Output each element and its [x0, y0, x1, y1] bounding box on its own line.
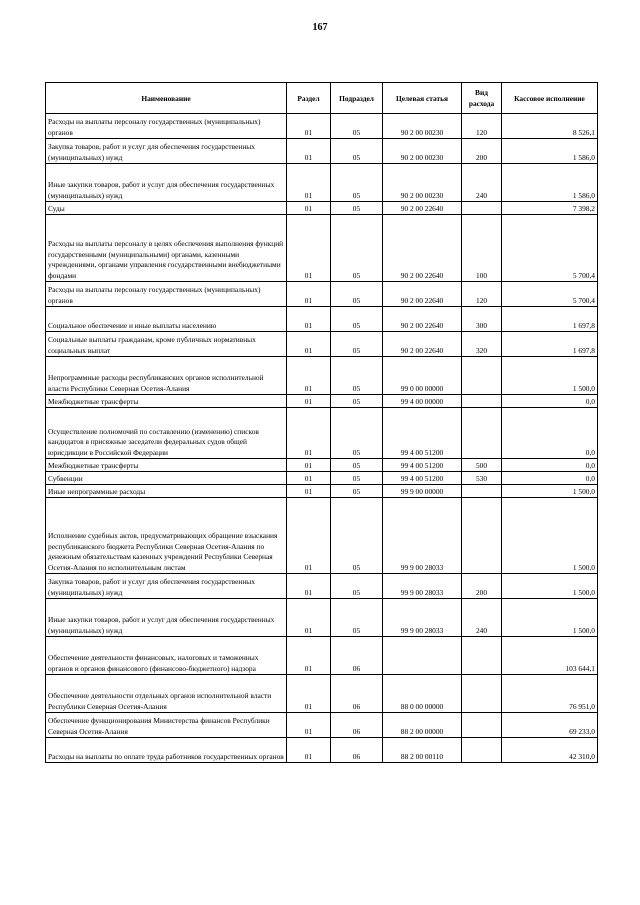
row-amount: 8 526,1	[502, 114, 598, 139]
table-row	[46, 164, 598, 202]
row-subsection: 05	[331, 357, 383, 395]
table-row	[46, 215, 598, 282]
row-subsection: 06	[331, 738, 383, 763]
table-row	[46, 485, 598, 498]
row-target: 90 2 00 00230	[383, 164, 462, 202]
row-section: 01	[287, 357, 331, 395]
row-amount: 1 697,8	[502, 332, 598, 357]
row-amount: 42 310,0	[502, 738, 598, 763]
table-row	[46, 357, 598, 395]
row-amount: 1 586,0	[502, 139, 598, 164]
row-target: 99 9 00 00000	[383, 485, 462, 498]
row-subsection: 05	[331, 307, 383, 332]
row-target: 88 0 00 00000	[383, 675, 462, 713]
row-amount: 0,0	[502, 395, 598, 408]
row-target: 90 2 00 00230	[383, 114, 462, 139]
table-body	[46, 114, 598, 763]
row-name: Иные закупки товаров, работ и услуг для обеспечения государственных (муниципальных) нужд	[46, 599, 287, 637]
row-name: Иные непрограммные расходы	[46, 485, 287, 498]
row-target: 99 0 00 00000	[383, 357, 462, 395]
row-amount: 76 951,0	[502, 675, 598, 713]
row-subsection: 05	[331, 459, 383, 472]
row-target: 90 2 00 22640	[383, 282, 462, 307]
table-row	[46, 498, 598, 574]
row-amount: 1 500,0	[502, 485, 598, 498]
row-name: Расходы на выплаты персоналу государственных (муниципальных) органов	[46, 282, 287, 307]
row-name: Непрограммные расходы республиканских органов исполнительной власти Республики Северная Осетия-Алания	[46, 357, 287, 395]
row-name: Обеспечение деятельности финансовых, налоговых и таможенных органов и органов финансового (финансово-бюджетного) надзора	[46, 637, 287, 675]
row-name: Суды	[46, 202, 287, 215]
row-section: 01	[287, 459, 331, 472]
budget-table	[45, 82, 598, 763]
row-subsection: 06	[331, 675, 383, 713]
row-subsection: 05	[331, 215, 383, 282]
row-target: 99 4 00 00000	[383, 395, 462, 408]
row-section: 01	[287, 675, 331, 713]
row-name: Расходы на выплаты персоналу в целях обеспечения выполнения функций государственными (муниципальными) органами, казенными учреждениями, органами управления государственными внебюджетными фондами	[46, 215, 287, 282]
row-amount: 1 697,8	[502, 307, 598, 332]
table-row	[46, 675, 598, 713]
row-name: Социальные выплаты гражданам, кроме публичных нормативных социальных выплат	[46, 332, 287, 357]
row-subsection: 06	[331, 713, 383, 738]
table-row	[46, 332, 598, 357]
row-section: 01	[287, 202, 331, 215]
row-type: 100	[462, 215, 502, 282]
table-row	[46, 599, 598, 637]
row-name: Субвенции	[46, 472, 287, 485]
row-section: 01	[287, 307, 331, 332]
row-section: 01	[287, 472, 331, 485]
row-name: Расходы на выплаты по оплате труда работников государственных органов	[46, 738, 287, 763]
table-row	[46, 282, 598, 307]
row-subsection: 05	[331, 599, 383, 637]
row-name: Иные закупки товаров, работ и услуг для обеспечения государственных (муниципальных) нужд	[46, 164, 287, 202]
row-amount: 0,0	[502, 408, 598, 459]
row-target: 90 2 00 22640	[383, 215, 462, 282]
row-name: Закупка товаров, работ и услуг для обеспечения государственных (муниципальных) нужд	[46, 139, 287, 164]
row-amount: 1 500,0	[502, 357, 598, 395]
row-target: 99 9 00 28033	[383, 599, 462, 637]
row-name: Обеспечение функционирования Министерства финансов Республики Северная Осетия-Алания	[46, 713, 287, 738]
row-type: 240	[462, 164, 502, 202]
table-header-row	[46, 83, 598, 114]
row-subsection: 05	[331, 485, 383, 498]
row-name: Расходы на выплаты персоналу государственных (муниципальных) органов	[46, 114, 287, 139]
row-amount: 1 586,0	[502, 164, 598, 202]
page-number: 167	[312, 22, 328, 33]
row-subsection: 05	[331, 164, 383, 202]
row-subsection: 05	[331, 408, 383, 459]
row-name: Исполнение судебных актов, предусматривающих обращение взыскания республиканского бюджета Республики Северная Осетия-Алания по денежным обязательствам казенных учреждений Республики Северная Осетия-Алания по исполнительным листам	[46, 498, 287, 574]
row-section: 01	[287, 485, 331, 498]
row-section: 01	[287, 408, 331, 459]
row-subsection: 05	[331, 332, 383, 357]
row-type	[462, 395, 502, 408]
row-amount: 0,0	[502, 459, 598, 472]
table-row	[46, 459, 598, 472]
row-section: 01	[287, 215, 331, 282]
row-name: Осуществление полномочий по составлению (изменению) списков кандидатов в присяжные заседатели федеральных судов общей юрисдикции в Российской Федерации	[46, 408, 287, 459]
row-target: 90 2 00 00230	[383, 139, 462, 164]
row-target: 99 4 00 51200	[383, 472, 462, 485]
row-type: 120	[462, 114, 502, 139]
row-amount: 7 398,2	[502, 202, 598, 215]
row-subsection: 05	[331, 282, 383, 307]
row-type: 300	[462, 307, 502, 332]
row-section: 01	[287, 637, 331, 675]
row-section: 01	[287, 574, 331, 599]
row-name: Социальное обеспечение и иные выплаты населению	[46, 307, 287, 332]
row-type	[462, 357, 502, 395]
table-row	[46, 574, 598, 599]
row-amount: 0,0	[502, 472, 598, 485]
row-name: Межбюджетные трансферты	[46, 459, 287, 472]
row-type	[462, 713, 502, 738]
table-row	[46, 408, 598, 459]
row-subsection: 05	[331, 139, 383, 164]
row-target: 90 2 00 22640	[383, 307, 462, 332]
header-subsection: Подраздел	[331, 83, 383, 114]
row-section: 01	[287, 395, 331, 408]
row-type: 320	[462, 332, 502, 357]
header-section: Раздел	[287, 83, 331, 114]
table-row	[46, 472, 598, 485]
row-section: 01	[287, 599, 331, 637]
row-type: 120	[462, 282, 502, 307]
row-target	[383, 637, 462, 675]
row-amount: 1 500,0	[502, 599, 598, 637]
row-target: 88 2 00 00000	[383, 713, 462, 738]
row-section: 01	[287, 139, 331, 164]
row-subsection: 05	[331, 114, 383, 139]
header-cash: Кассовое исполнение	[502, 83, 598, 114]
row-target: 90 2 00 22640	[383, 332, 462, 357]
table-row	[46, 114, 598, 139]
row-target: 99 9 00 28033	[383, 498, 462, 574]
row-amount: 5 700,4	[502, 282, 598, 307]
row-amount: 1 500,0	[502, 574, 598, 599]
row-name: Межбюджетные трансферты	[46, 395, 287, 408]
table-row	[46, 713, 598, 738]
row-target: 90 2 00 22640	[383, 202, 462, 215]
row-section: 01	[287, 282, 331, 307]
row-subsection: 06	[331, 637, 383, 675]
row-section: 01	[287, 332, 331, 357]
table-row	[46, 395, 598, 408]
row-target: 99 4 00 51200	[383, 459, 462, 472]
row-target: 99 4 00 51200	[383, 408, 462, 459]
row-subsection: 05	[331, 202, 383, 215]
table-row	[46, 637, 598, 675]
row-type	[462, 738, 502, 763]
row-type	[462, 202, 502, 215]
row-name: Обеспечение деятельности отдельных органов исполнительной власти Республики Северная Осетия-Алания	[46, 675, 287, 713]
table-row	[46, 139, 598, 164]
row-amount: 5 700,4	[502, 215, 598, 282]
row-subsection: 05	[331, 395, 383, 408]
table-row	[46, 307, 598, 332]
header-name: Наименование	[46, 83, 287, 114]
header-target: Целевая статья	[383, 83, 462, 114]
row-amount: 1 500,0	[502, 498, 598, 574]
row-type	[462, 485, 502, 498]
row-subsection: 05	[331, 498, 383, 574]
table-row	[46, 202, 598, 215]
row-subsection: 05	[331, 574, 383, 599]
row-section: 01	[287, 114, 331, 139]
row-type: 240	[462, 599, 502, 637]
row-target: 88 2 00 00110	[383, 738, 462, 763]
row-section: 01	[287, 738, 331, 763]
row-type	[462, 637, 502, 675]
row-type: 500	[462, 459, 502, 472]
row-amount: 69 233,0	[502, 713, 598, 738]
table-row	[46, 738, 598, 763]
row-type: 200	[462, 139, 502, 164]
row-type	[462, 408, 502, 459]
row-subsection: 05	[331, 472, 383, 485]
row-target: 99 9 00 28033	[383, 574, 462, 599]
row-section: 01	[287, 498, 331, 574]
row-type	[462, 498, 502, 574]
row-type: 530	[462, 472, 502, 485]
row-section: 01	[287, 164, 331, 202]
row-section: 01	[287, 713, 331, 738]
row-type	[462, 675, 502, 713]
row-type: 200	[462, 574, 502, 599]
row-name: Закупка товаров, работ и услуг для обеспечения государственных (муниципальных) нужд	[46, 574, 287, 599]
row-amount: 103 644,1	[502, 637, 598, 675]
header-expense-type: Вид расхода	[462, 83, 502, 114]
